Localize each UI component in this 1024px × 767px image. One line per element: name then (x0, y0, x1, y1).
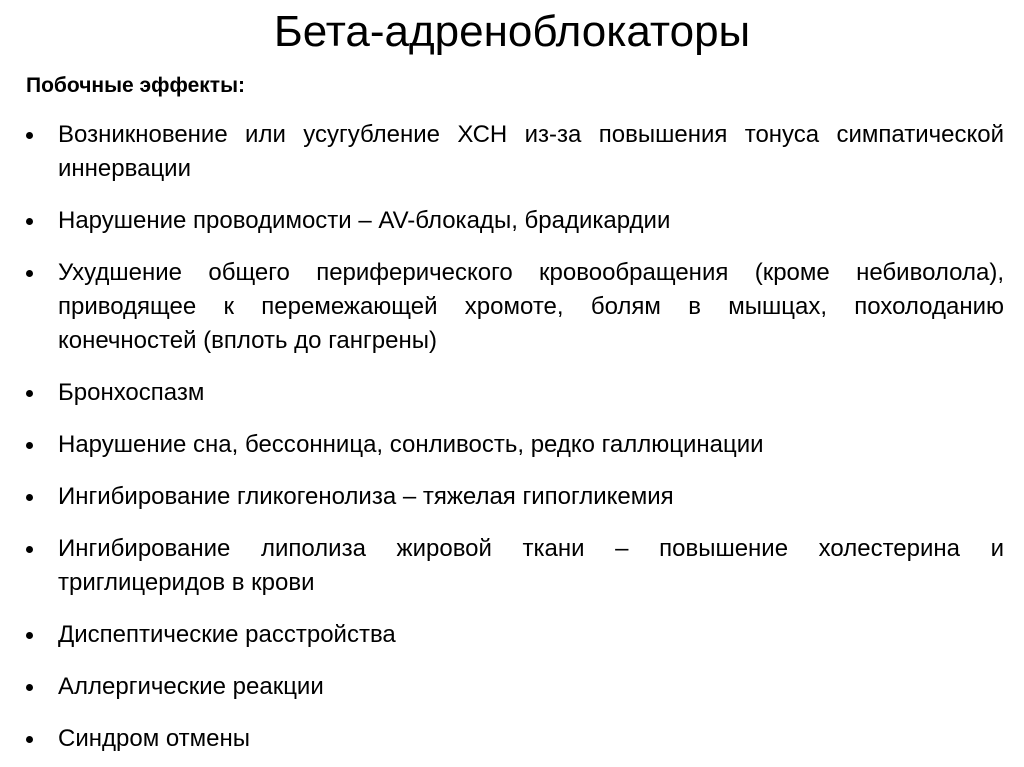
bullet-icon (26, 736, 33, 743)
list-item (26, 722, 1004, 756)
list-item (26, 618, 1004, 652)
list-item-text: Нарушение сна, бессонница, сонливость, редко галлюцинации (58, 431, 764, 458)
bullet-icon (26, 546, 33, 553)
bullet-icon (26, 442, 33, 449)
list-item-text: Возникновение или усугубление ХСН из-за повышения тонуса симпатической иннервации (58, 121, 1004, 182)
list-item (26, 670, 1004, 704)
list-item-text: Бронхоспазм (58, 379, 205, 406)
list-item (26, 428, 1004, 462)
bullet-icon (26, 684, 33, 691)
side-effects-list (26, 118, 1004, 756)
list-item-text: Ухудшение общего периферического кровообращения (кроме небиволола), приводящее к перемежающей хромоте, болям в мышцах, похолоданию конечностей (вплоть до гангрены) (58, 259, 1004, 354)
section-heading: Побочные эффекты: (26, 74, 245, 97)
list-item-text: Нарушение проводимости – AV-блокады, брадикардии (58, 207, 671, 234)
list-item (26, 480, 1004, 514)
list-item (26, 118, 1004, 186)
list-item-text: Аллергические реакции (58, 673, 324, 700)
list-item-text: Ингибирование липолиза жировой ткани – повышение холестерина и триглицеридов в крови (58, 535, 1004, 596)
bullet-icon (26, 494, 33, 501)
list-item-text: Ингибирование гликогенолиза – тяжелая гипогликемия (58, 483, 674, 510)
list-item (26, 204, 1004, 238)
list-item (26, 532, 1004, 600)
bullet-icon (26, 270, 33, 277)
bullet-icon (26, 632, 33, 639)
list-item (26, 376, 1004, 410)
slide-title: Бета-адреноблокаторы (273, 7, 751, 56)
list-item (26, 256, 1004, 358)
bullet-icon (26, 132, 33, 139)
list-item-text: Синдром отмены (58, 725, 251, 752)
bullet-icon (26, 390, 33, 397)
bullet-icon (26, 218, 33, 225)
list-item-text: Диспептические расстройства (58, 621, 396, 648)
